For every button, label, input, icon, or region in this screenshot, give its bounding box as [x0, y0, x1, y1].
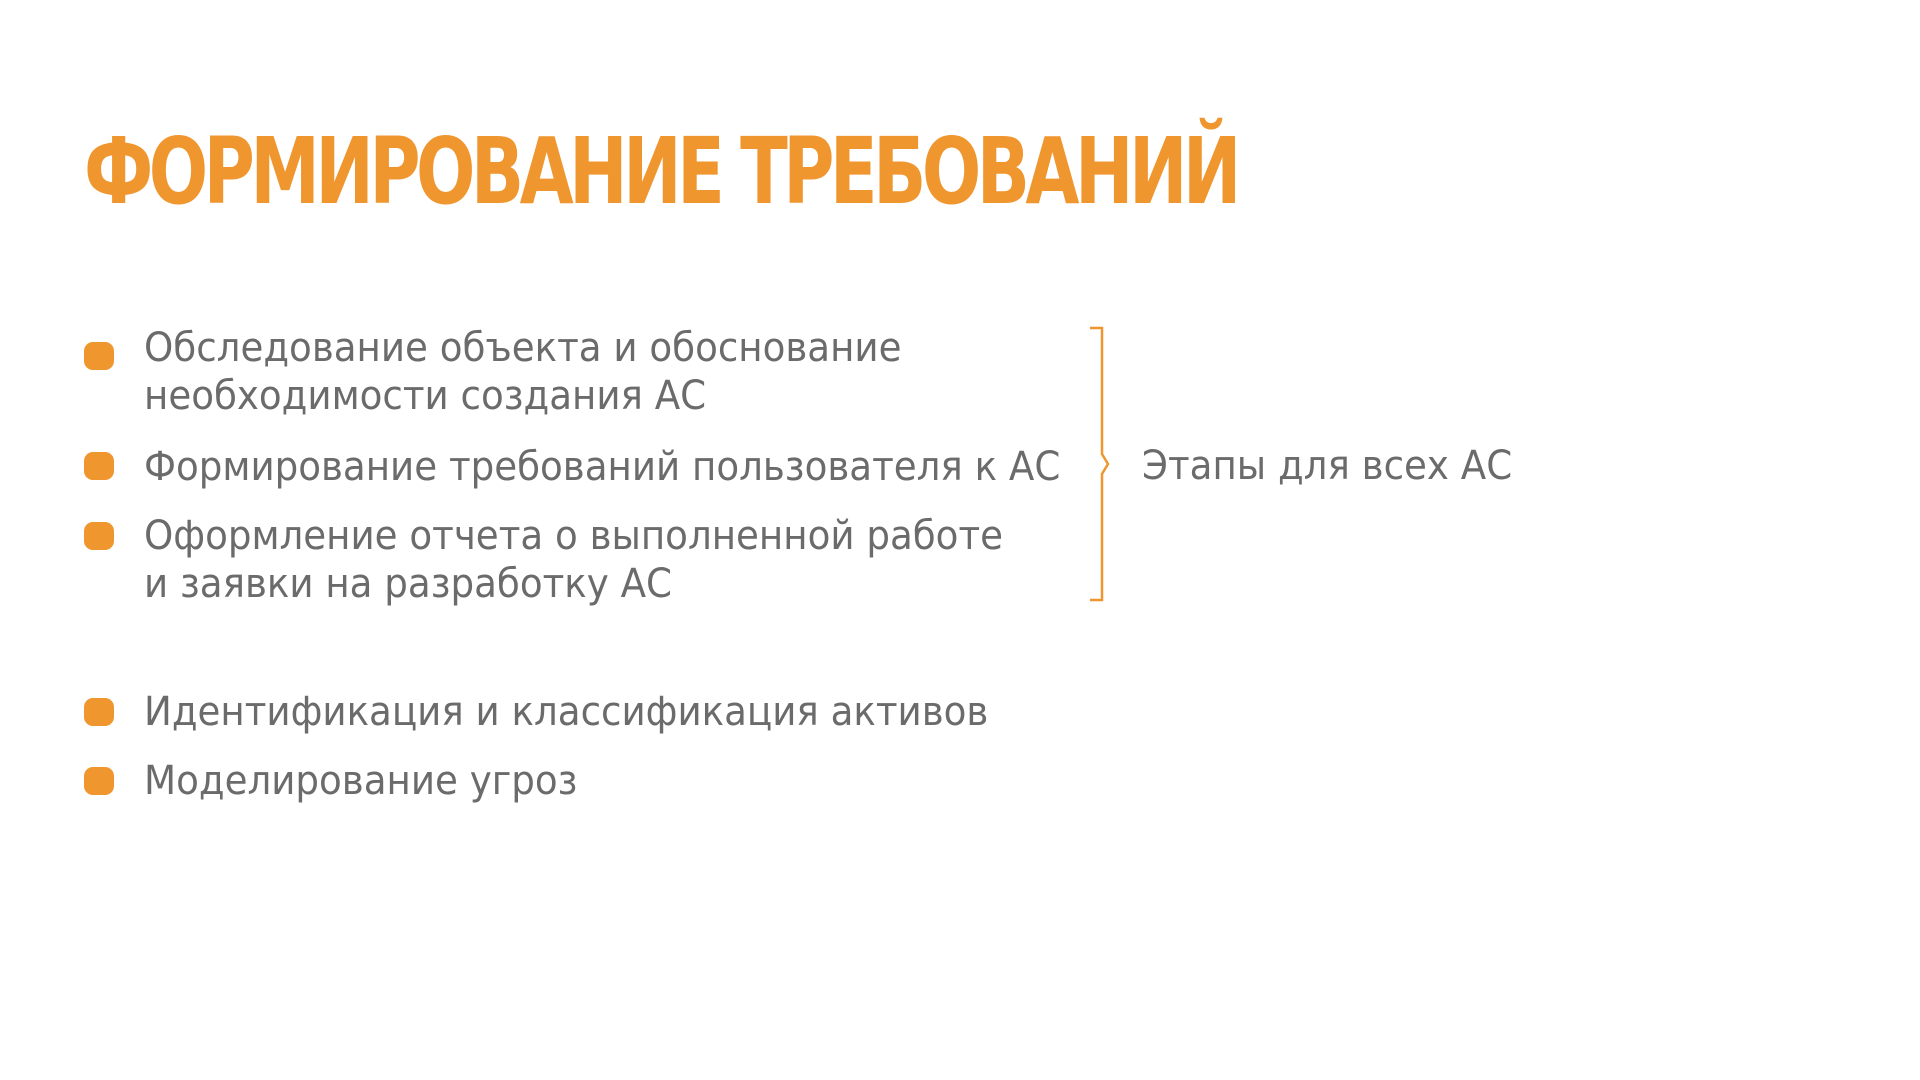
group-label: Этапы для всех АС: [1142, 443, 1513, 489]
list-item-text: Формирование требований пользователя к АС: [144, 444, 1061, 490]
list-item-text: Оформление отчета о выполненной работе и заявки на разработку АС: [144, 513, 1004, 607]
bullet-icon: [84, 342, 114, 370]
slide-title: ФОРМИРОВАНИЕ ТРЕБОВАНИЙ: [84, 118, 1237, 225]
bullet-icon: [84, 698, 114, 726]
curly-bracket-icon: [1088, 326, 1118, 602]
bullet-icon: [84, 452, 114, 480]
list-item-text: Моделирование угроз: [144, 758, 578, 804]
list-item-text: Идентификация и классификация активов: [144, 689, 989, 735]
bullet-icon: [84, 522, 114, 550]
bullet-icon: [84, 767, 114, 795]
list-item-text: Обследование объекта и обоснование необходимости создания АС: [144, 325, 902, 419]
